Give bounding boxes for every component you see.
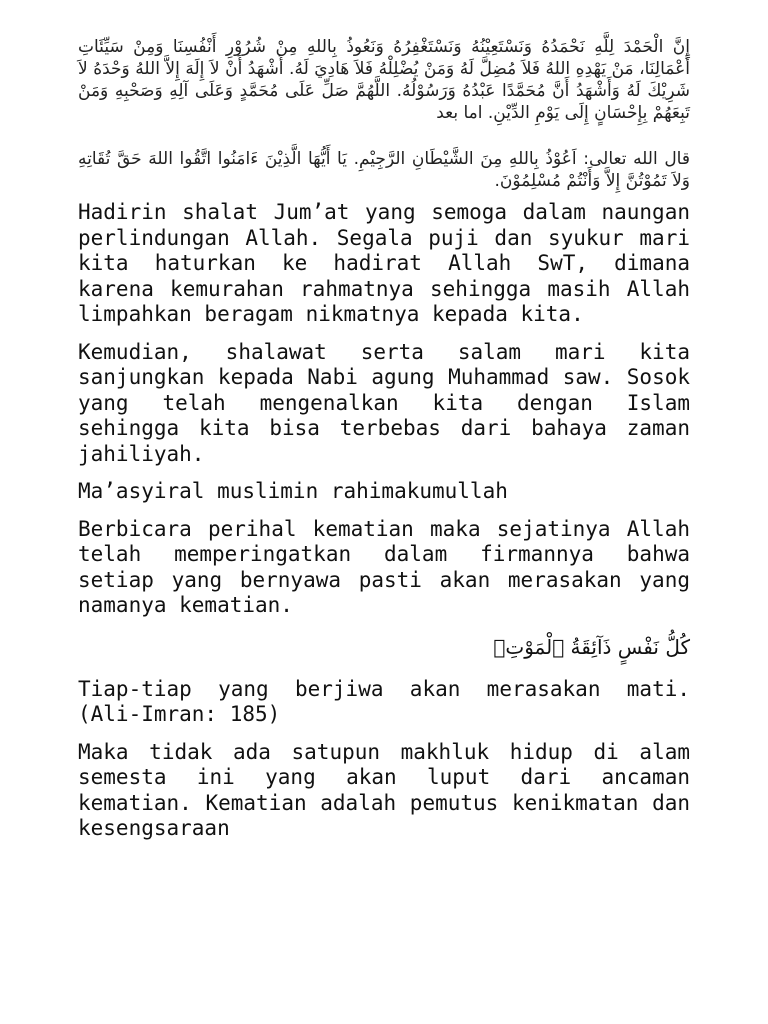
paragraph-address: Ma’asyiral muslimin rahimakumullah (78, 479, 508, 503)
arabic-opening-prayer: إِنَّ الْحَمْدَ لِلَّهِ نَحْمَدُهُ وَنَسْتَعِيْنُهُ وَنَسْتَغْفِرُهُ وَنَعُوذُ بِاللهِ مِنْ شُرُوْرِ أَنْفُسِنَا وَمِنْ سَيِّئَاتِ أَعْمَالِنَا، مَنْ يَهْدِهِ اللهُ فَلاَ مُضِلَّ لَهُ وَمَنْ يُضْلِلْهُ فَلاَ هَادِيَ لَهُ. أَشْهَدُ أَنْ لاَ إِلَهَ إِلاَّ اللهُ وَحْدَهُ لاَ شَرِيْكَ لَهُ وَأَشْهَدُ أَنَّ مُحَمَّدًا عَبْدُهُ وَرَسُوْلُهُ. اللَّهُمَّ صَلِّ عَلَى مُحَمَّدٍ وَعَلَى آلِهِ وَصَحْبِهِ وَمَنْ تَبِعَهُمْ بِإِحْسَانٍ إِلَى يَوْمِ الدِّيْنِ. اما بعد (78, 37, 690, 123)
paragraph-no-escape: Maka tidak ada satupun makhluk hidup di alam semesta ini yang akan luput dari ancaman kematian. Kematian adalah pemutus kenikmatan dan kesengsaraan (78, 739, 690, 840)
paragraph-death-reminder: Berbicara perihal kematian maka sejatinya Allah telah memperingatkan dalam firmannya bahwa setiap yang bernyawa pasti akan merasakan yang namanya kematian. (78, 516, 690, 617)
paragraph-greeting: Hadirin shalat Jum’at yang semoga dalam naungan perlindungan Allah. Segala puji dan syukur mari kita haturkan ke hadirat Allah SwT, dimana karena kemurahan rahmatnya sehingga masih Allah limpahkan beragam nikmatnya kepada kita. (78, 200, 690, 326)
arabic-quran-quote: قال الله تعالى: اَعُوْذُ بِاللهِ مِنَ الشَّيْطَانِ الرَّجِيْمِ. يَا أَيُّهَا الَّذِيْنَ ءَامَنُوا اتَّقُوا اللهَ حَقَّ تُقَاتِهِ وَلاَ تَمُوْتُنَّ إِلاَّ وَأَنْتُمْ مُسْلِمُوْنَ. (78, 149, 690, 191)
paragraph-verse-translation: Tiap-tiap yang berjiwa akan merasakan mati. (Ali-Imran: 185) (78, 676, 690, 726)
quran-verse-arabic: كُلُّ نَفْسٍ ذَآئِقَةُ ٱلْمَوْتِۗ (493, 634, 690, 659)
sermon-page (78, 34, 690, 842)
paragraph-shalawat: Kemudian, shalawat serta salam mari kita sanjungkan kepada Nabi agung Muhammad saw. Sosok yang telah mengenalkan kita dengan Islam sehingga kita bisa terbebas dari bahaya zaman jahiliyah. (78, 339, 690, 466)
